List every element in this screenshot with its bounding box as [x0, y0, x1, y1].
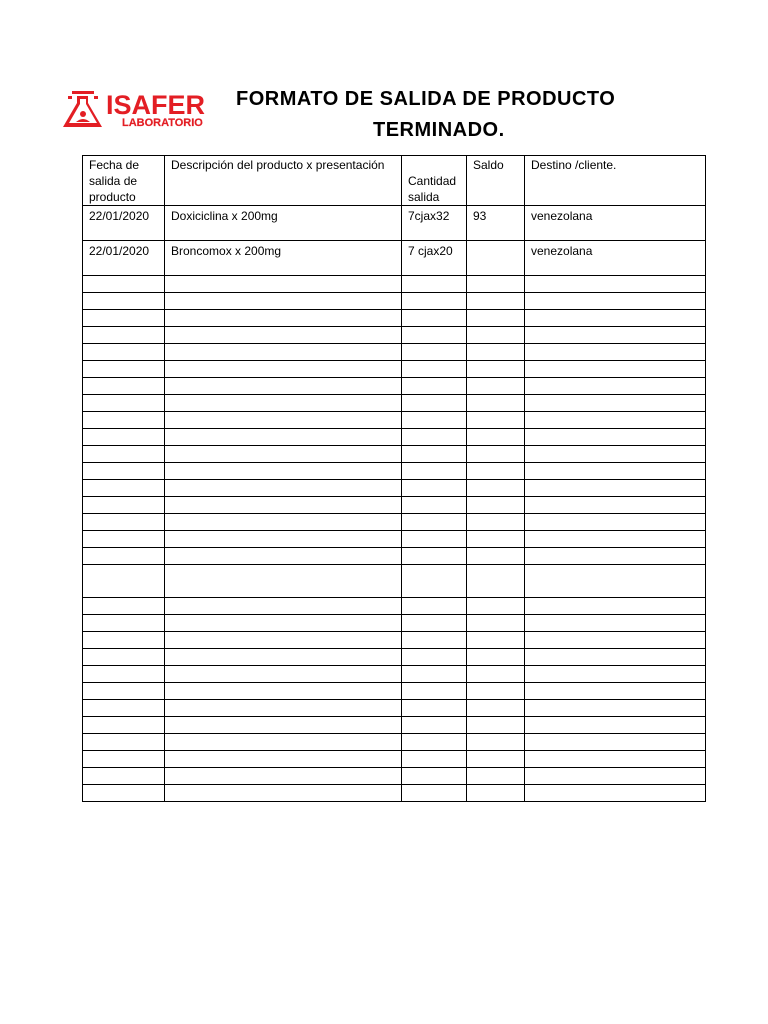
cell-fecha: 22/01/2020 — [83, 206, 165, 241]
empty-cell — [83, 463, 165, 480]
empty-cell — [402, 480, 467, 497]
empty-cell — [165, 480, 402, 497]
empty-cell — [83, 768, 165, 785]
empty-cell — [402, 734, 467, 751]
empty-cell — [83, 734, 165, 751]
cell-destino: venezolana — [525, 241, 706, 276]
empty-cell — [165, 734, 402, 751]
empty-table-row — [83, 598, 706, 615]
empty-table-row — [83, 361, 706, 378]
cell-descripcion: Doxiciclina x 200mg — [165, 206, 402, 241]
empty-cell — [83, 717, 165, 734]
empty-cell — [165, 446, 402, 463]
empty-cell — [467, 666, 525, 683]
empty-cell — [467, 514, 525, 531]
product-exit-table — [82, 155, 706, 802]
empty-cell — [525, 446, 706, 463]
empty-cell — [525, 666, 706, 683]
empty-cell — [83, 446, 165, 463]
empty-table-row — [83, 378, 706, 395]
empty-cell — [83, 598, 165, 615]
empty-table-row — [83, 700, 706, 717]
empty-cell — [165, 615, 402, 632]
empty-cell — [525, 497, 706, 514]
empty-cell — [467, 700, 525, 717]
empty-table-row — [83, 615, 706, 632]
empty-table-row — [83, 344, 706, 361]
empty-cell — [83, 378, 165, 395]
empty-table-row — [83, 327, 706, 344]
empty-cell — [83, 751, 165, 768]
empty-cell — [525, 598, 706, 615]
empty-cell — [83, 310, 165, 327]
empty-cell — [467, 734, 525, 751]
empty-cell — [165, 548, 402, 565]
empty-cell — [467, 683, 525, 700]
empty-cell — [83, 395, 165, 412]
empty-cell — [467, 632, 525, 649]
empty-cell — [402, 344, 467, 361]
empty-cell — [165, 514, 402, 531]
empty-cell — [525, 649, 706, 666]
empty-cell — [525, 565, 706, 598]
empty-cell — [525, 734, 706, 751]
empty-cell — [402, 700, 467, 717]
empty-cell — [402, 531, 467, 548]
empty-cell — [165, 344, 402, 361]
cell-saldo: 93 — [467, 206, 525, 241]
empty-cell — [467, 717, 525, 734]
empty-cell — [467, 751, 525, 768]
table-row — [83, 206, 706, 241]
cell-fecha: 22/01/2020 — [83, 241, 165, 276]
empty-cell — [402, 649, 467, 666]
empty-cell — [83, 429, 165, 446]
empty-cell — [525, 378, 706, 395]
empty-cell — [467, 429, 525, 446]
empty-cell — [83, 293, 165, 310]
empty-cell — [525, 310, 706, 327]
empty-cell — [467, 310, 525, 327]
empty-cell — [402, 463, 467, 480]
empty-cell — [467, 497, 525, 514]
empty-cell — [402, 598, 467, 615]
empty-cell — [402, 632, 467, 649]
empty-cell — [165, 429, 402, 446]
empty-cell — [467, 548, 525, 565]
header-saldo: Saldo — [467, 156, 525, 206]
empty-cell — [525, 395, 706, 412]
empty-cell — [402, 751, 467, 768]
empty-cell — [83, 649, 165, 666]
empty-cell — [83, 683, 165, 700]
empty-cell — [525, 480, 706, 497]
empty-cell — [165, 395, 402, 412]
empty-cell — [402, 361, 467, 378]
empty-table-row — [83, 276, 706, 293]
empty-cell — [402, 683, 467, 700]
empty-cell — [525, 276, 706, 293]
empty-cell — [83, 276, 165, 293]
empty-table-row — [83, 480, 706, 497]
empty-cell — [83, 615, 165, 632]
empty-table-row — [83, 717, 706, 734]
empty-cell — [402, 293, 467, 310]
empty-cell — [165, 700, 402, 717]
empty-cell — [165, 768, 402, 785]
empty-cell — [165, 565, 402, 598]
empty-cell — [83, 514, 165, 531]
empty-cell — [165, 327, 402, 344]
empty-cell — [525, 785, 706, 802]
empty-cell — [402, 327, 467, 344]
empty-cell — [467, 378, 525, 395]
empty-table-row — [83, 446, 706, 463]
empty-cell — [467, 565, 525, 598]
empty-cell — [83, 344, 165, 361]
empty-table-row — [83, 514, 706, 531]
empty-cell — [165, 785, 402, 802]
empty-cell — [402, 514, 467, 531]
empty-cell — [467, 768, 525, 785]
header-fecha: Fecha de salida de producto — [83, 156, 165, 206]
empty-cell — [467, 615, 525, 632]
empty-cell — [402, 276, 467, 293]
isafer-logo — [62, 88, 224, 132]
empty-cell — [83, 700, 165, 717]
empty-table-row — [83, 785, 706, 802]
table-header-row — [83, 156, 706, 206]
cell-cantidad: 7 cjax20 — [402, 241, 467, 276]
empty-table-row — [83, 768, 706, 785]
document-title-line2: TERMINADO. — [373, 119, 505, 141]
empty-table-row — [83, 395, 706, 412]
empty-table-row — [83, 649, 706, 666]
empty-table-row — [83, 734, 706, 751]
empty-cell — [165, 310, 402, 327]
empty-cell — [525, 548, 706, 565]
empty-cell — [165, 497, 402, 514]
empty-cell — [525, 700, 706, 717]
empty-cell — [467, 598, 525, 615]
empty-cell — [525, 327, 706, 344]
empty-cell — [467, 649, 525, 666]
flask-icon — [63, 91, 102, 127]
empty-cell — [402, 615, 467, 632]
empty-cell — [165, 293, 402, 310]
cell-cantidad: 7cjax32 — [402, 206, 467, 241]
empty-table-row — [83, 683, 706, 700]
empty-cell — [165, 598, 402, 615]
empty-table-row — [83, 497, 706, 514]
empty-cell — [525, 514, 706, 531]
empty-cell — [83, 327, 165, 344]
empty-cell — [402, 548, 467, 565]
empty-table-row — [83, 565, 706, 598]
empty-table-row — [83, 310, 706, 327]
empty-cell — [165, 751, 402, 768]
empty-cell — [402, 497, 467, 514]
empty-cell — [402, 446, 467, 463]
header-destino: Destino /cliente. — [525, 156, 706, 206]
empty-cell — [402, 378, 467, 395]
empty-cell — [525, 463, 706, 480]
empty-cell — [165, 531, 402, 548]
document-title-line1: FORMATO DE SALIDA DE PRODUCTO — [236, 88, 616, 110]
empty-cell — [83, 531, 165, 548]
cell-destino: venezolana — [525, 206, 706, 241]
empty-cell — [402, 717, 467, 734]
empty-cell — [165, 649, 402, 666]
empty-cell — [525, 683, 706, 700]
empty-cell — [402, 785, 467, 802]
empty-cell — [402, 395, 467, 412]
empty-cell — [165, 683, 402, 700]
empty-cell — [467, 480, 525, 497]
empty-cell — [83, 480, 165, 497]
table-row — [83, 241, 706, 276]
empty-cell — [525, 615, 706, 632]
empty-cell — [525, 344, 706, 361]
empty-cell — [83, 785, 165, 802]
empty-cell — [525, 429, 706, 446]
empty-cell — [402, 565, 467, 598]
empty-cell — [83, 412, 165, 429]
header-cantidad: Cantidad salida — [402, 156, 467, 206]
empty-table-row — [83, 429, 706, 446]
empty-table-row — [83, 751, 706, 768]
empty-cell — [467, 412, 525, 429]
empty-table-row — [83, 293, 706, 310]
cell-saldo — [467, 241, 525, 276]
empty-cell — [402, 310, 467, 327]
empty-cell — [467, 344, 525, 361]
empty-table-row — [83, 412, 706, 429]
empty-cell — [525, 531, 706, 548]
empty-cell — [83, 565, 165, 598]
empty-cell — [165, 378, 402, 395]
empty-cell — [467, 293, 525, 310]
empty-cell — [165, 412, 402, 429]
empty-cell — [165, 632, 402, 649]
empty-cell — [165, 717, 402, 734]
empty-cell — [83, 632, 165, 649]
empty-cell — [467, 785, 525, 802]
empty-cell — [525, 412, 706, 429]
empty-cell — [165, 666, 402, 683]
empty-cell — [402, 412, 467, 429]
empty-cell — [165, 276, 402, 293]
empty-table-row — [83, 666, 706, 683]
empty-cell — [467, 361, 525, 378]
empty-table-row — [83, 632, 706, 649]
logo-subtitle: LABORATORIO — [122, 117, 203, 129]
empty-cell — [467, 463, 525, 480]
logo-brand: ISAFER — [106, 90, 206, 120]
empty-cell — [402, 666, 467, 683]
empty-cell — [525, 632, 706, 649]
empty-cell — [525, 361, 706, 378]
empty-cell — [165, 463, 402, 480]
empty-cell — [165, 361, 402, 378]
empty-table-row — [83, 463, 706, 480]
empty-cell — [525, 293, 706, 310]
empty-cell — [467, 531, 525, 548]
empty-cell — [467, 276, 525, 293]
empty-cell — [525, 768, 706, 785]
empty-table-row — [83, 531, 706, 548]
empty-cell — [467, 446, 525, 463]
empty-cell — [83, 497, 165, 514]
header-descripcion: Descripción del producto x presentación — [165, 156, 402, 206]
empty-cell — [402, 429, 467, 446]
empty-cell — [467, 327, 525, 344]
empty-table-row — [83, 548, 706, 565]
cell-descripcion: Broncomox x 200mg — [165, 241, 402, 276]
empty-cell — [402, 768, 467, 785]
empty-cell — [83, 666, 165, 683]
empty-cell — [83, 361, 165, 378]
empty-cell — [467, 395, 525, 412]
empty-cell — [525, 751, 706, 768]
empty-cell — [83, 548, 165, 565]
empty-cell — [525, 717, 706, 734]
